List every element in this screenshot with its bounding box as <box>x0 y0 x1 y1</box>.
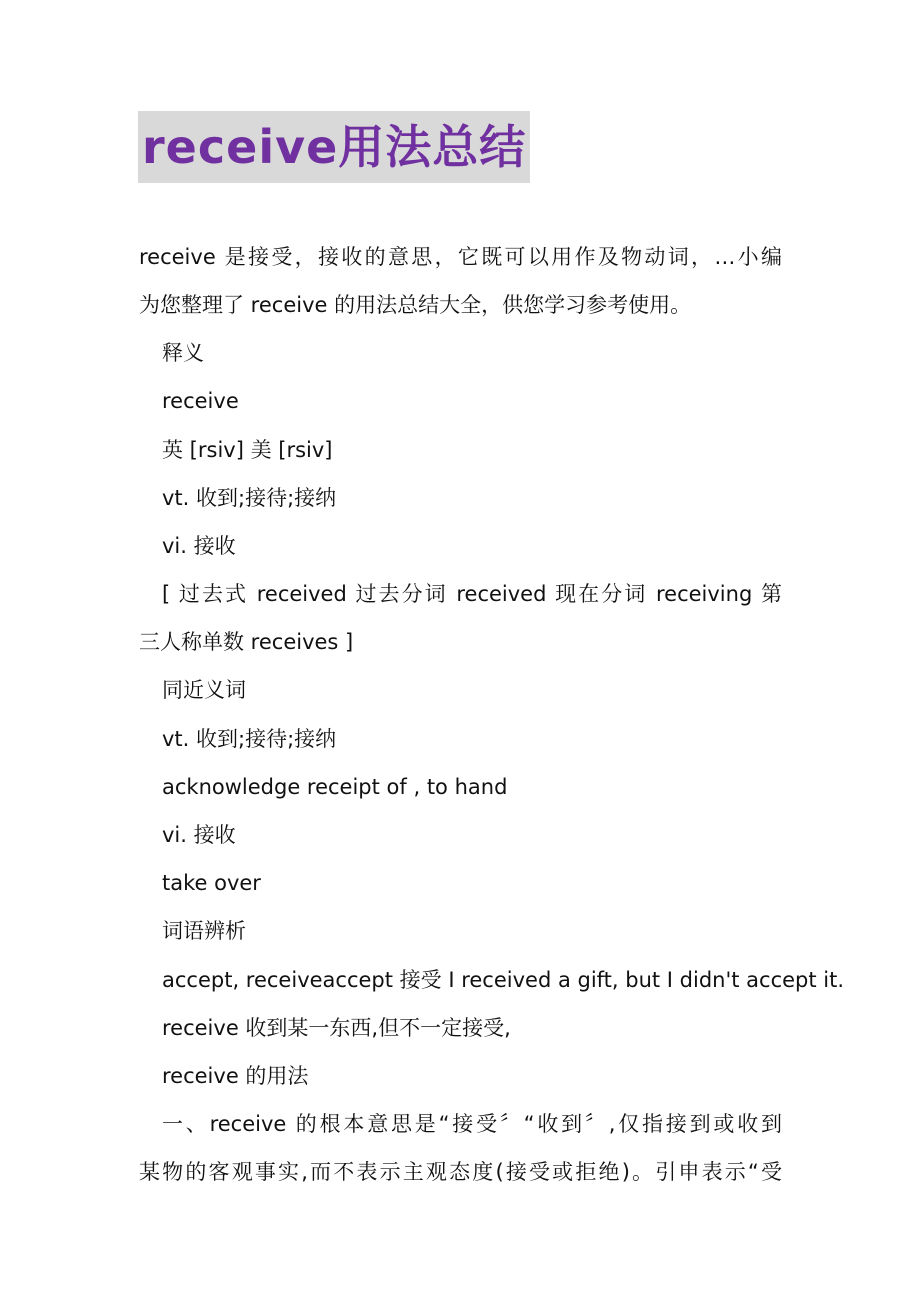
section-heading-synonyms: 同近义词 <box>162 678 246 702</box>
intro-paragraph-line-2: 为您整理了 receive 的用法总结大全，供您学习参考使用。 <box>139 293 692 317</box>
page-title: receive用法总结 <box>142 120 527 174</box>
section-heading-definition: 释义 <box>162 341 204 365</box>
synonym-vi: vi. 接收 <box>162 823 236 847</box>
synonym-vt-examples: acknowledge receipt of , to hand <box>162 775 508 799</box>
pronunciation: 英 [rsiv] 美 [rsiv] <box>162 438 333 462</box>
inflections-line-2: 三人称单数 receives ] <box>139 630 354 654</box>
title-highlight <box>138 111 530 183</box>
inflections-line-1: [ 过去式 received 过去分词 received 现在分词 receiving 第 <box>162 582 782 606</box>
section-heading-word-analysis: 词语辨析 <box>162 919 246 943</box>
synonym-vi-examples: take over <box>162 871 261 895</box>
section-heading-usage: receive 的用法 <box>162 1064 309 1088</box>
intro-paragraph-line-1: receive 是接受，接收的意思，它既可以用作及物动词，…小编 <box>139 245 782 269</box>
definition-vi: vi. 接收 <box>162 534 236 558</box>
synonym-vt: vt. 收到;接待;接纳 <box>162 727 337 751</box>
usage-paragraph-line-1: 一、receive 的根本意思是“接受〞“收到〞,仅指接到或收到 <box>162 1112 782 1136</box>
definition-vt: vt. 收到;接待;接纳 <box>162 486 337 510</box>
analysis-receive: receive 收到某一东西,但不一定接受, <box>162 1016 511 1040</box>
usage-paragraph-line-2: 某物的客观事实,而不表示主观态度(接受或拒绝)。引申表示“受 <box>139 1160 782 1184</box>
headword: receive <box>162 389 239 413</box>
analysis-accept: accept, receiveaccept 接受 I received a gift, but I didn't accept it. <box>162 968 845 992</box>
